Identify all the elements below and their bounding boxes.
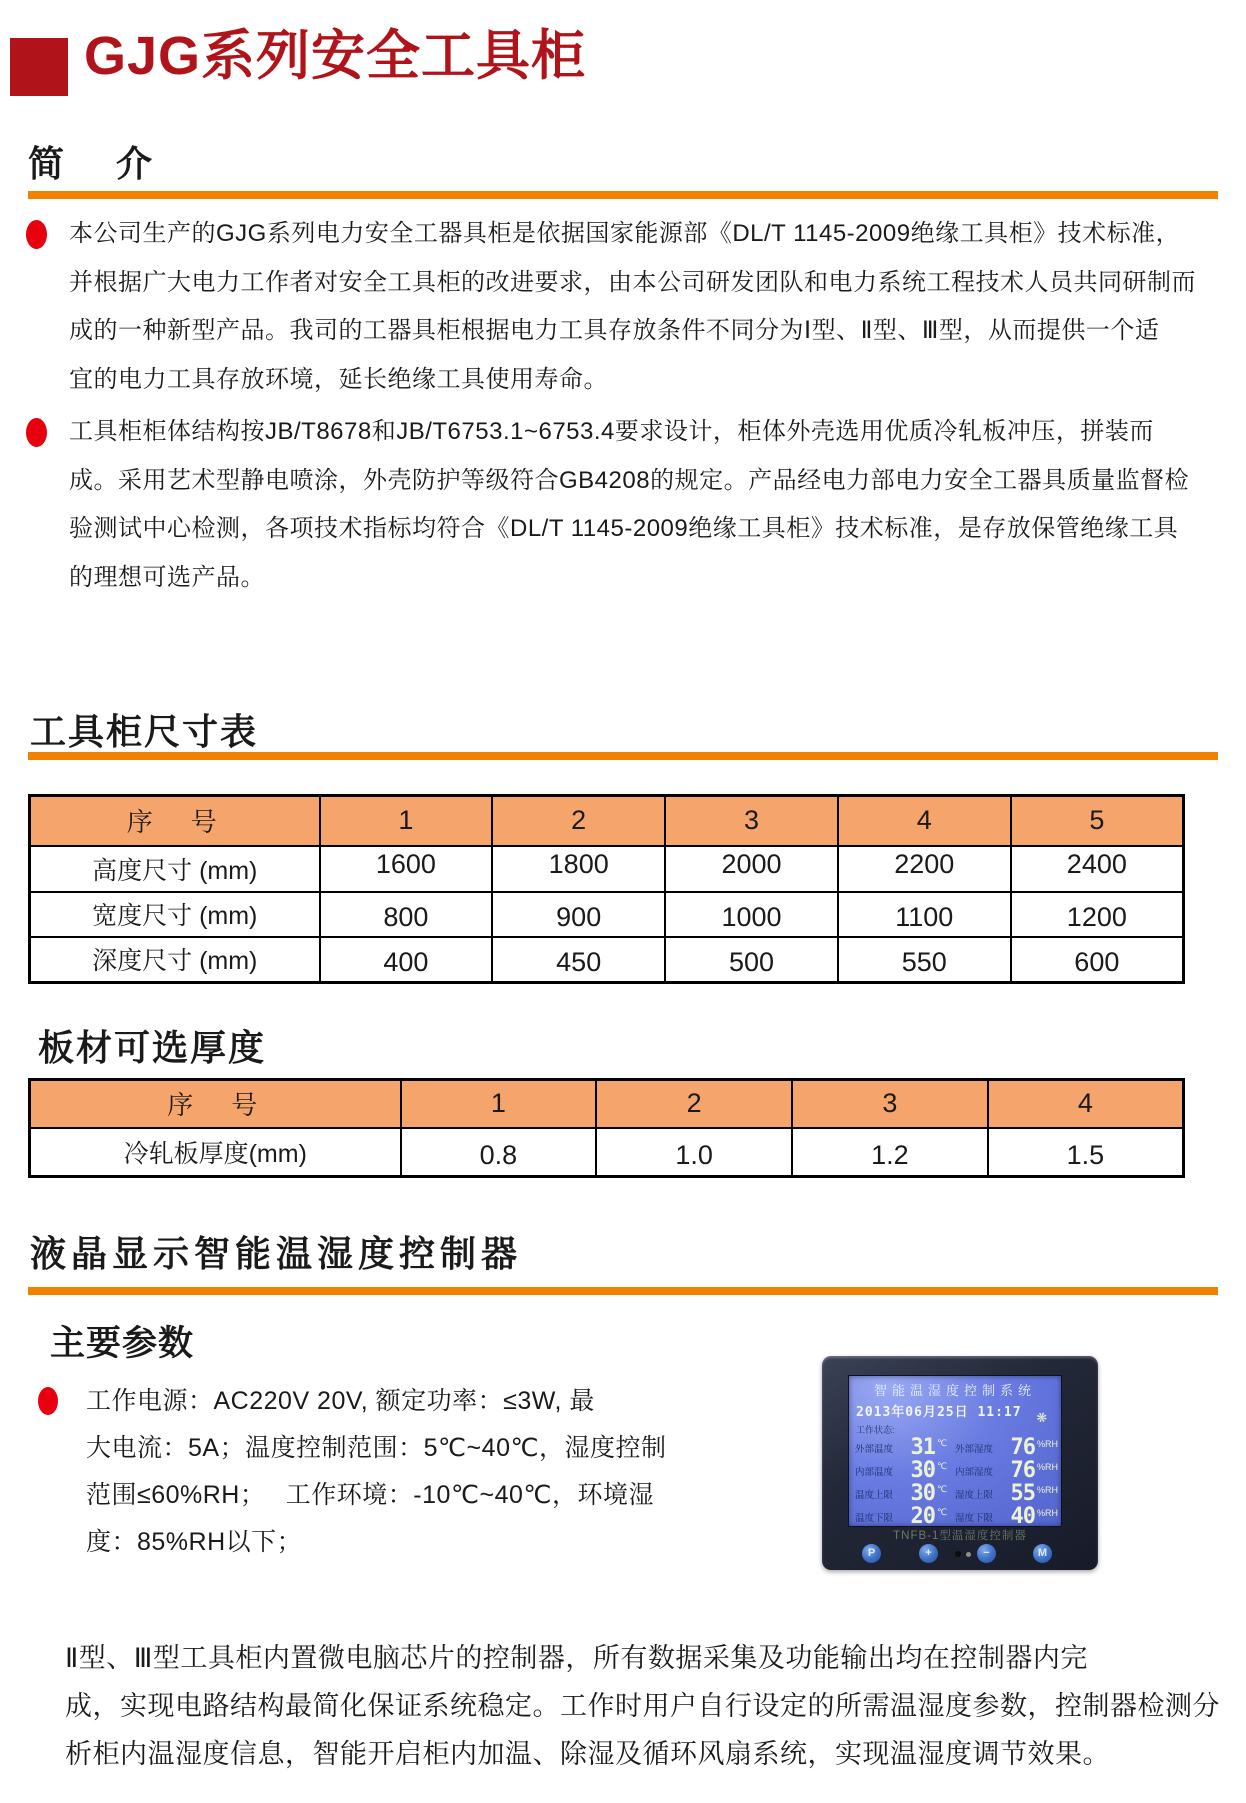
- reading-label: 外部温度: [855, 1443, 894, 1455]
- section-divider: [28, 1287, 1218, 1295]
- table-cell: 800: [320, 892, 493, 937]
- table-cell: 1600: [320, 846, 493, 892]
- table-cell: 400: [320, 937, 493, 983]
- page-title: GJG系列安全工具柜: [84, 26, 587, 86]
- size-table: [28, 794, 1185, 984]
- reading-value: 20: [910, 1504, 935, 1529]
- table-cell: 450: [492, 937, 665, 983]
- table-header-cell: 3: [665, 796, 838, 846]
- reading-value: 31: [910, 1435, 935, 1460]
- fan-icon: ❋: [1034, 1408, 1050, 1427]
- device-button-p: P: [862, 1544, 881, 1563]
- table-row: [30, 846, 1184, 892]
- table-header-row: [30, 1080, 1184, 1128]
- reading-unit: %RH: [1037, 1438, 1059, 1449]
- thickness-table: [28, 1078, 1185, 1178]
- reading-row: [855, 1505, 1061, 1528]
- reading-value: 76: [1010, 1435, 1035, 1460]
- paragraph-line: 成的一种新型产品。我司的工器具柜根据电力工具存放条件不同分为Ⅰ型、Ⅱ型、Ⅲ型，从而提供一个适: [69, 317, 1160, 344]
- table-cell: 600: [1011, 937, 1184, 983]
- bullet-dot-icon: [26, 418, 47, 447]
- table-cell: 1800: [492, 846, 665, 892]
- table-cell: 2400: [1011, 846, 1184, 892]
- table-cell: 1.0: [596, 1128, 792, 1177]
- paragraph-text: [69, 408, 1189, 602]
- paragraph-line: 度：85%RH以下；: [86, 1528, 303, 1556]
- size-table-heading: 工具柜尺寸表: [30, 711, 259, 752]
- paragraph-line: 并根据广大电力工作者对安全工具柜的改进要求，由本公司研发团队和电力系统工程技术人员共同研制而: [69, 268, 1196, 296]
- table-header-cell: 2: [492, 796, 665, 846]
- lcd-date: 2013年06月25日 11:17: [856, 1405, 1022, 1420]
- paragraph-line: 验测试中心检测，各项技术指标均符合《DL/T 1145-2009绝缘工具柜》技术标准，是存放保管绝缘工具: [69, 515, 1179, 542]
- reading-label: 湿度下限: [955, 1512, 994, 1524]
- row-label: 深度尺寸 (mm): [30, 937, 320, 983]
- paragraph-text: [69, 210, 1196, 404]
- table-cell: 1200: [1011, 892, 1184, 937]
- table-header-cell: 1: [401, 1080, 597, 1128]
- section-divider: [28, 752, 1218, 760]
- table-cell: 900: [492, 892, 665, 937]
- section-divider: [28, 191, 1218, 199]
- table-row: [30, 1128, 1184, 1177]
- table-cell: 2000: [665, 846, 838, 892]
- paragraph-line: 工作电源：AC220V 20V, 额定功率：≤3W, 最: [86, 1387, 595, 1415]
- reading-unit: %RH: [1037, 1461, 1059, 1472]
- reading-label: 温度下限: [855, 1512, 894, 1524]
- row-label: 冷轧板厚度(mm): [30, 1128, 401, 1177]
- reading-unit: %RH: [1037, 1484, 1059, 1495]
- reading-value: 55: [1010, 1481, 1035, 1506]
- bullet-dot-icon: [26, 220, 47, 249]
- table-cell: 1100: [838, 892, 1011, 937]
- footer-paragraph: [65, 1634, 1220, 1778]
- table-header-cell: 2: [596, 1080, 792, 1128]
- table-header-cell: 4: [988, 1080, 1184, 1128]
- table-cell: 500: [665, 937, 838, 983]
- red-square-icon: [10, 38, 68, 96]
- reading-label: 内部温度: [855, 1466, 894, 1478]
- paragraph-line: 成。采用艺术型静电喷涂，外壳防护等级符合GB4208的规定。产品经电力部电力安全工器具质量监督检: [69, 466, 1190, 494]
- paragraph-line: 成，实现电路结构最简化保证系统稳定。工作时用户自行设定的所需温湿度参数，控制器检测分: [65, 1691, 1220, 1721]
- params-paragraph: [38, 1378, 667, 1566]
- reading-value: 30: [910, 1481, 935, 1506]
- table-cell: 1.2: [792, 1128, 988, 1177]
- controller-photo: [822, 1356, 1098, 1570]
- table-header-cell: 5: [1011, 796, 1184, 846]
- reading-row: [855, 1482, 1061, 1505]
- table-cell: 550: [838, 937, 1011, 983]
- paragraph-line: Ⅱ型、Ⅲ型工具柜内置微电脑芯片的控制器，所有数据采集及功能输出均在控制器内完: [65, 1643, 1088, 1673]
- paragraph-line: 范围≤60%RH； 工作环境：-10℃~40℃，环境湿: [86, 1481, 655, 1509]
- row-label: 高度尺寸 (mm): [30, 846, 320, 892]
- table-cell: 0.8: [401, 1128, 597, 1177]
- table-cell: 1000: [665, 892, 838, 937]
- paragraph-line: 的理想可选产品。: [69, 563, 265, 591]
- table-cell: 2200: [838, 846, 1011, 892]
- table-header-cell: 序 号: [30, 796, 320, 846]
- intro-paragraph-1: [26, 210, 1196, 404]
- thickness-heading: 板材可选厚度: [38, 1027, 267, 1068]
- lcd-title: 智能温湿度控制系统: [873, 1383, 1036, 1398]
- reading-unit: ℃: [937, 1484, 948, 1494]
- reading-row: [855, 1436, 1061, 1459]
- reading-label: 外部湿度: [955, 1443, 994, 1455]
- reading-label: 内部湿度: [955, 1466, 994, 1478]
- reading-label: 湿度上限: [955, 1489, 994, 1501]
- reading-label: 温度上限: [855, 1489, 894, 1501]
- paragraph-line: 工具柜柜体结构按JB/T8678和JB/T6753.1~6753.4要求设计，柜体外壳选用优质冷轧板冲压，拼装而: [69, 418, 1154, 445]
- reading-unit: ℃: [937, 1461, 948, 1471]
- reading-value: 76: [1010, 1458, 1035, 1483]
- intro-paragraph-2: [26, 408, 1189, 602]
- bullet-dot-icon: [38, 1387, 58, 1415]
- paragraph-line: 本公司生产的GJG系列电力安全工器具柜是依据国家能源部《DL/T 1145-2009绝缘工具柜》技术标准，: [69, 220, 1181, 247]
- device-button-minus: −: [977, 1544, 996, 1563]
- params-heading: 主要参数: [50, 1324, 195, 1363]
- device-button-plus: +: [919, 1544, 938, 1563]
- table-header-row: [30, 796, 1184, 846]
- reading-value: 30: [910, 1458, 935, 1483]
- reading-value: 40: [1010, 1504, 1035, 1529]
- controller-heading: 液晶显示智能温湿度控制器: [30, 1233, 523, 1274]
- table-row: [30, 892, 1184, 937]
- reading-row: [855, 1459, 1061, 1482]
- reading-unit: ℃: [937, 1507, 948, 1517]
- reading-unit: %RH: [1037, 1507, 1059, 1518]
- table-header-cell: 1: [320, 796, 493, 846]
- paragraph-line: 大电流：5A；温度控制范围：5℃~40℃，湿度控制: [86, 1434, 667, 1462]
- device-model-label: TNFB-1型温湿度控制器: [893, 1530, 1027, 1542]
- table-header-cell: 4: [838, 796, 1011, 846]
- lcd-status-label: 工作状态:: [856, 1425, 895, 1435]
- led-dot-icon: [955, 1551, 961, 1557]
- intro-heading: 简 介: [28, 143, 161, 184]
- reading-unit: ℃: [937, 1438, 948, 1448]
- row-label: 宽度尺寸 (mm): [30, 892, 320, 937]
- table-cell: 1.5: [988, 1128, 1184, 1177]
- paragraph-line: 析柜内温湿度信息，智能开启柜内加温、除湿及循环风扇系统，实现温湿度调节效果。: [65, 1739, 1110, 1769]
- table-header-cell: 3: [792, 1080, 988, 1128]
- table-row: [30, 937, 1184, 983]
- table-header-cell: 序 号: [30, 1080, 401, 1128]
- lcd-screen: [848, 1375, 1062, 1527]
- paragraph-line: 宜的电力工具存放环境，延长绝缘工具使用寿命。: [69, 365, 608, 393]
- device-button-m: M: [1033, 1544, 1052, 1563]
- paragraph-text: [86, 1378, 667, 1566]
- led-dot-icon: [966, 1552, 971, 1557]
